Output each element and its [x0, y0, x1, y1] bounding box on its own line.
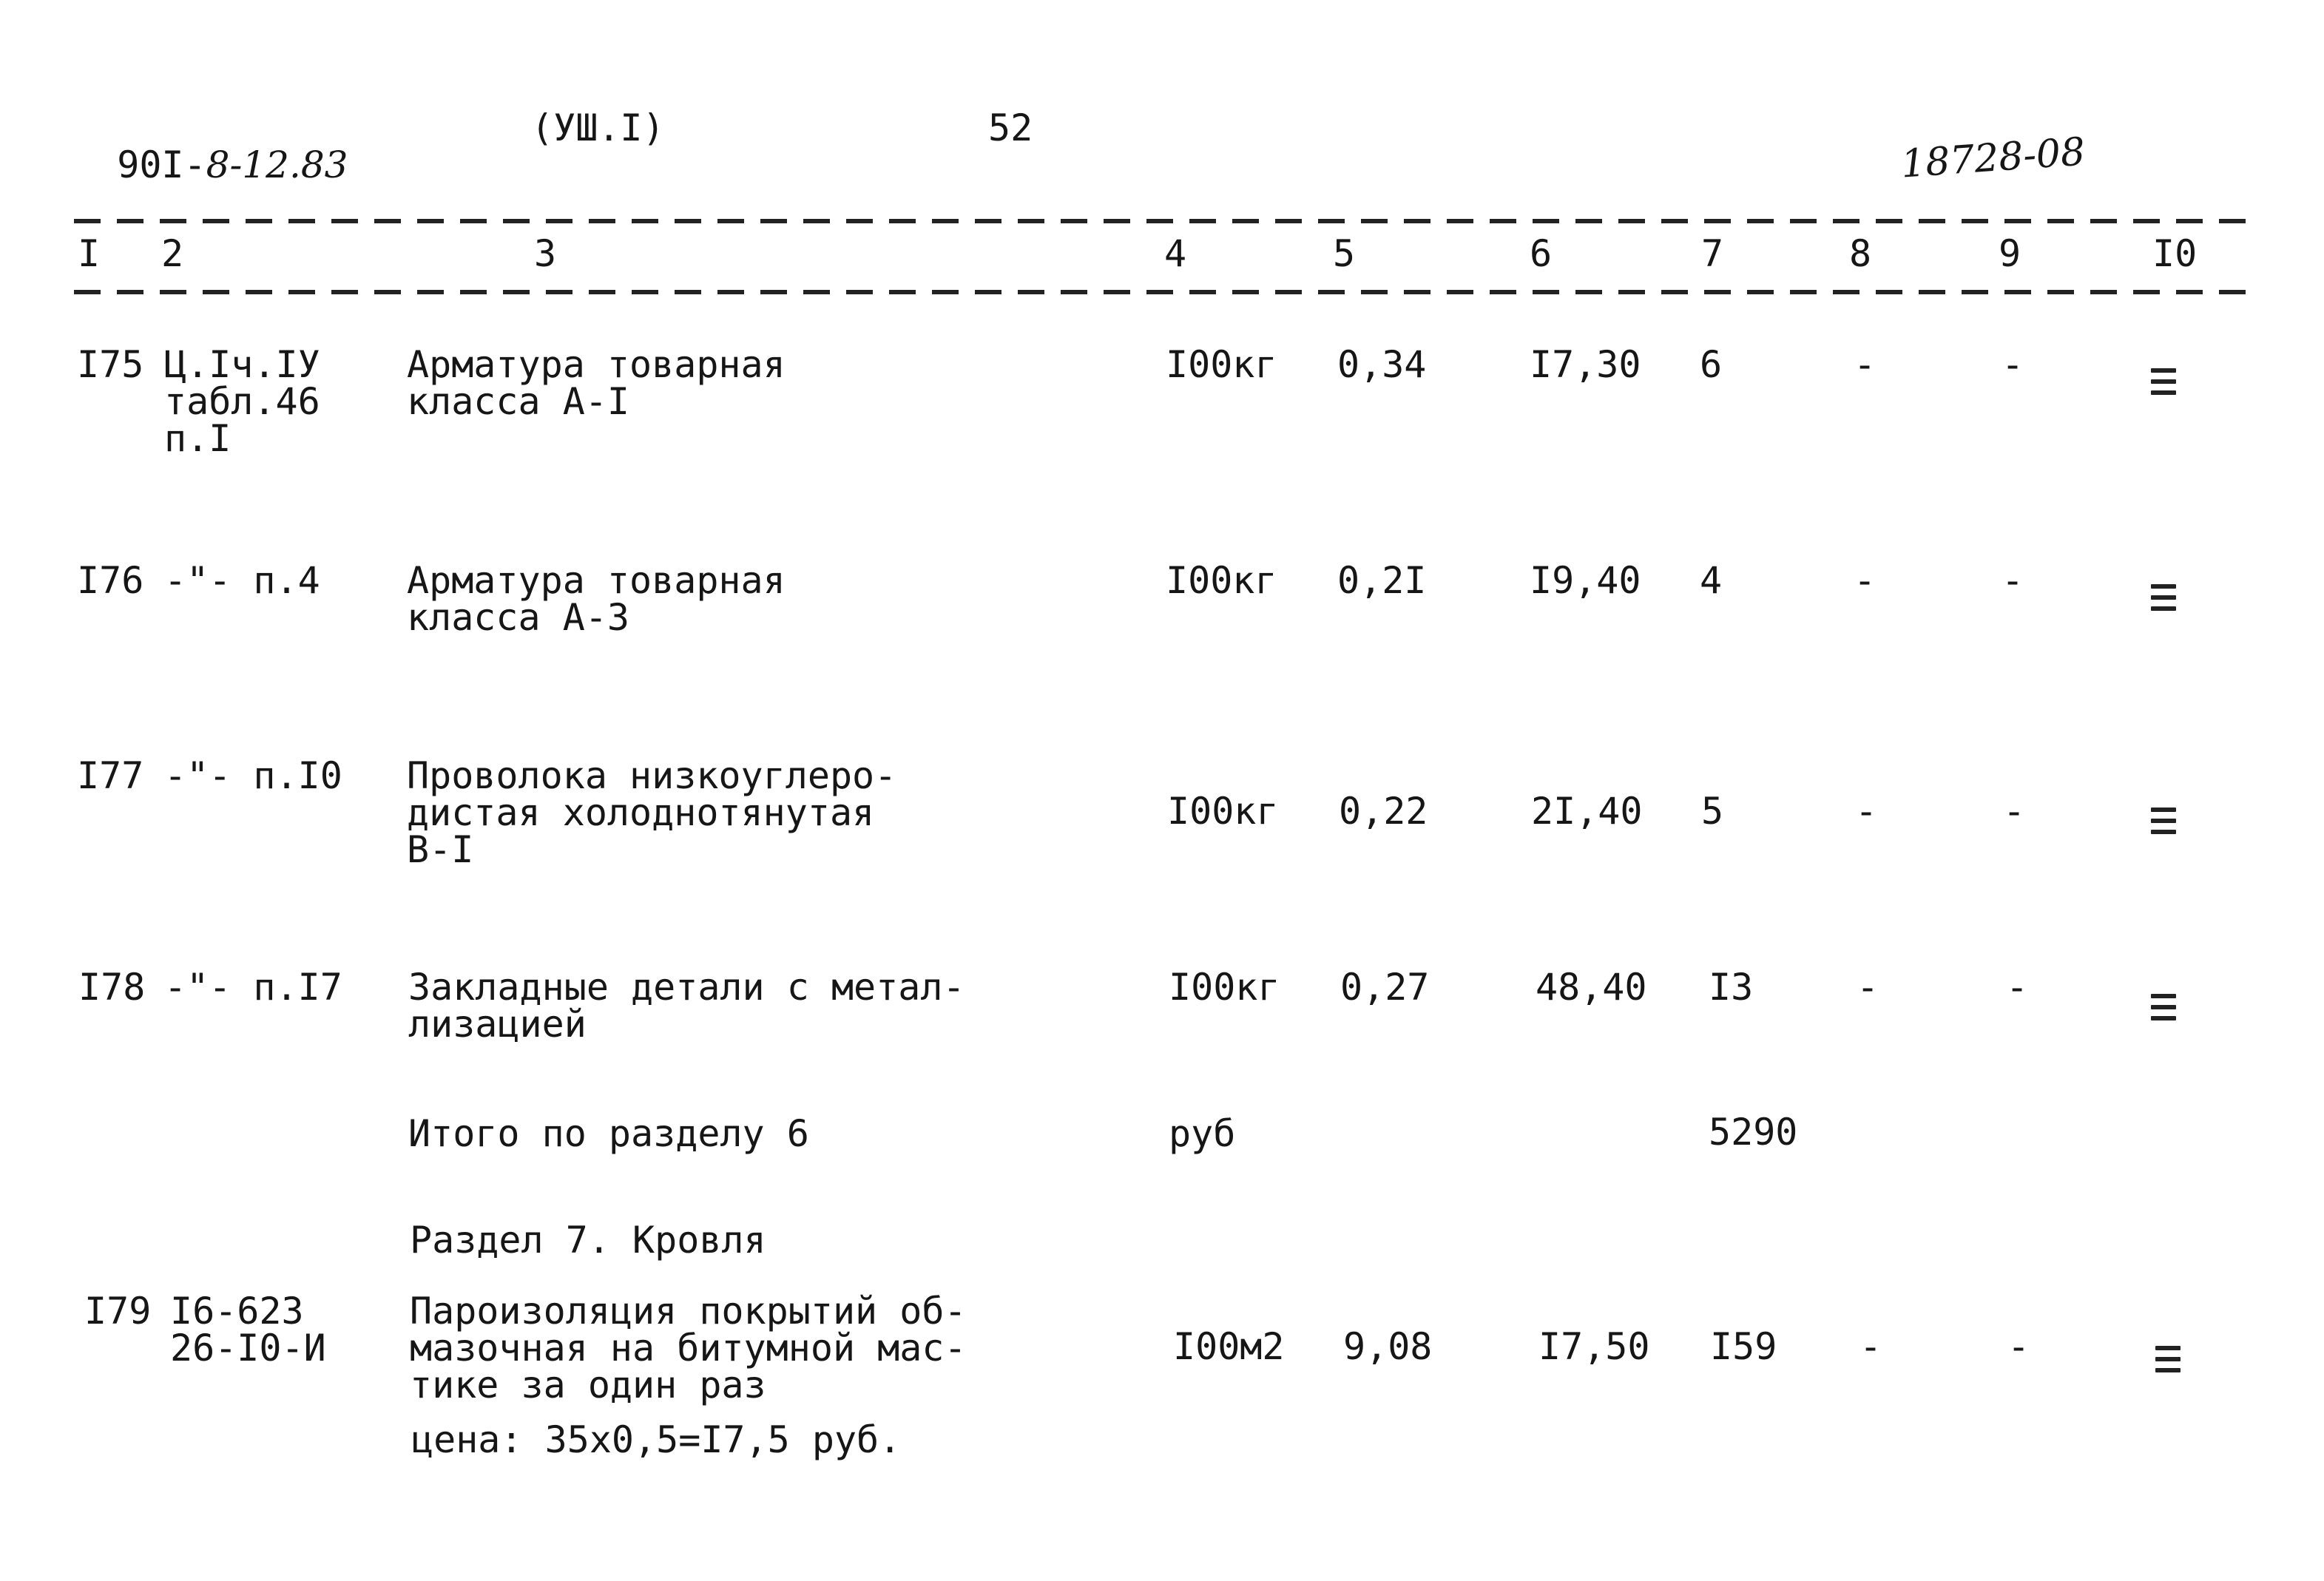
header-bottom-rule	[74, 290, 2256, 294]
quantity: 0,34	[1337, 343, 1427, 386]
work-description: Закладные детали с метал- лизацией	[408, 966, 965, 1046]
inventory-number: 18728-08	[1899, 129, 2087, 187]
column-9-value: -	[2002, 343, 2024, 386]
column-10-ditto-mark	[2151, 808, 2176, 841]
total-cost: 6	[1700, 343, 1723, 386]
column-header-9: 9	[1999, 232, 2021, 275]
unit: I00кг	[1166, 559, 1277, 602]
unit-price: I9,40	[1530, 559, 1641, 602]
subtotal-label: Итого по разделу 6	[408, 1112, 809, 1155]
unit: I00кг	[1167, 790, 1279, 833]
norm-reference: -"- п.I0	[164, 754, 342, 797]
unit-price: I7,30	[1530, 343, 1641, 386]
quantity: 0,27	[1340, 966, 1430, 1009]
column-9-value: -	[2002, 559, 2024, 602]
section-heading: Раздел 7. Кровля	[410, 1219, 766, 1262]
norm-reference: Ц.Iч.IУ табл.46 п.I	[164, 343, 320, 460]
unit: I00м2	[1173, 1325, 1285, 1368]
column-10-ditto-mark	[2151, 994, 2176, 1027]
column-8-value: -	[1854, 343, 1877, 386]
column-header-6: 6	[1530, 232, 1553, 275]
document-code	[72, 109, 348, 186]
column-8-value: -	[1857, 966, 1879, 1009]
column-9-value: -	[2006, 966, 2029, 1009]
quantity: 9,08	[1343, 1325, 1433, 1368]
unit-price: 2I,40	[1531, 790, 1643, 833]
row-number: I75	[77, 343, 144, 386]
column-8-value: -	[1859, 1325, 1882, 1368]
subtotal-unit: руб	[1169, 1112, 1236, 1155]
price-calculation-note: цена: 35х0,5=I7,5 руб.	[411, 1418, 902, 1461]
total-cost: 4	[1700, 559, 1723, 602]
column-header-5: 5	[1333, 232, 1356, 275]
unit-price: 48,40	[1536, 966, 1647, 1009]
total-cost: I3	[1709, 966, 1754, 1009]
column-header-7: 7	[1701, 232, 1724, 275]
document-code-printed: 90I-	[117, 143, 206, 186]
column-header-3: 3	[534, 232, 557, 275]
column-8-value: -	[1855, 790, 1878, 833]
column-8-value: -	[1854, 559, 1877, 602]
row-number: I77	[77, 754, 144, 797]
row-number: I76	[77, 559, 144, 602]
subtotal-value: 5290	[1709, 1111, 1798, 1154]
norm-reference: -"- п.4	[164, 559, 320, 602]
column-9-value: -	[2007, 1325, 2030, 1368]
row-number: I79	[84, 1290, 152, 1333]
unit: I00кг	[1169, 966, 1280, 1009]
volume-label: (УШ.I)	[531, 106, 665, 149]
column-header-8: 8	[1849, 232, 1872, 275]
column-10-ditto-mark	[2155, 1346, 2181, 1379]
norm-reference: -"- п.I7	[164, 966, 342, 1009]
column-9-value: -	[2003, 790, 2026, 833]
header-top-rule	[74, 219, 2256, 223]
column-10-ditto-mark	[2151, 368, 2176, 402]
norm-reference: I6-623 26-I0-И	[170, 1290, 326, 1370]
column-header-1: I	[78, 232, 101, 275]
quantity: 0,22	[1339, 790, 1428, 833]
unit-price: I7,50	[1538, 1325, 1650, 1368]
work-description: Проволока низкоуглеро- дистая холоднотянутая В-I	[407, 754, 897, 871]
work-description: Арматура товарная класса А-I	[407, 343, 786, 423]
document-code-handwritten: 8-12.83	[206, 143, 348, 186]
page-number: 52	[988, 106, 1033, 149]
column-header-4: 4	[1164, 232, 1187, 275]
total-cost: 5	[1701, 790, 1724, 833]
unit: I00кг	[1166, 343, 1277, 386]
column-header-10: I0	[2152, 232, 2198, 275]
column-10-ditto-mark	[2151, 584, 2176, 617]
work-description: Арматура товарная класса А-3	[407, 559, 786, 639]
column-header-2: 2	[161, 232, 184, 275]
total-cost: I59	[1710, 1325, 1777, 1368]
quantity: 0,2I	[1337, 559, 1427, 602]
row-number: I78	[78, 966, 146, 1009]
work-description: Пароизоляция покрытий об- мазочная на битумной мас- тике за один раз	[410, 1290, 967, 1406]
